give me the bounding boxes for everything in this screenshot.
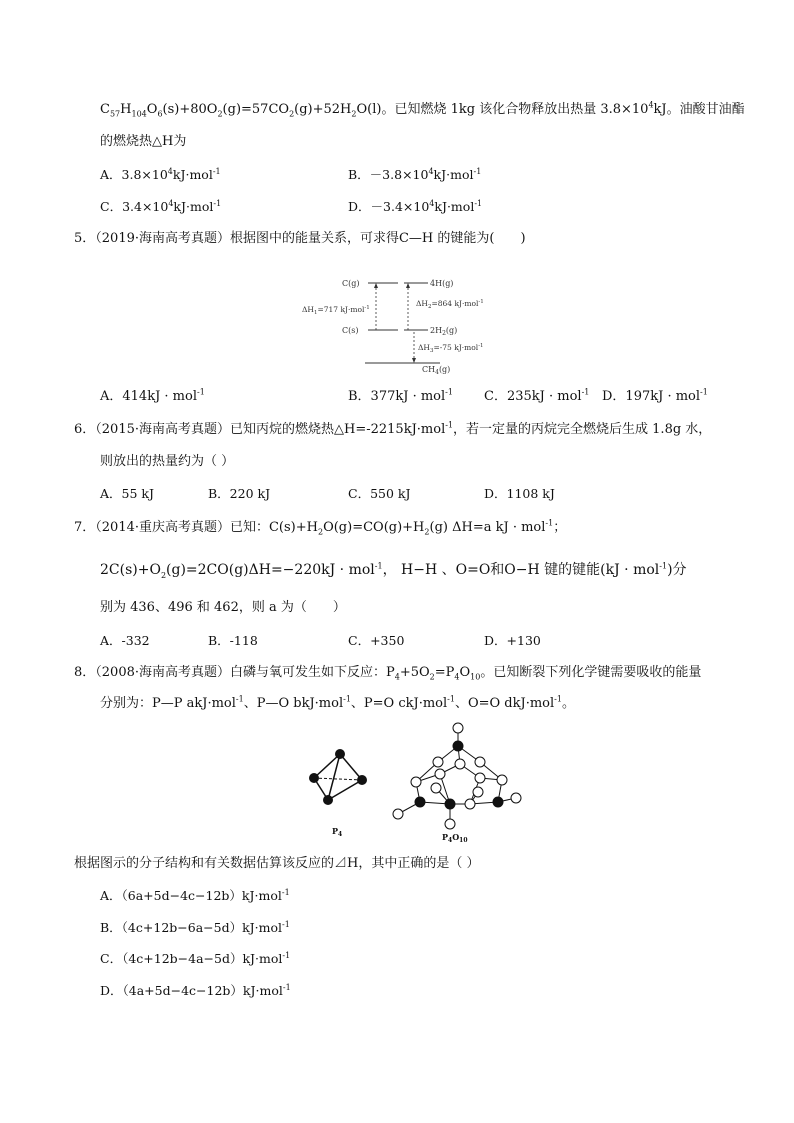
label-dh3: $\Delta H_3=-75$ kJ·mol$^{-1}$ [418, 343, 484, 354]
q8-option-a[interactable]: A．（6a+5d−4c−12b）kJ·mol$^{-1}$ [100, 887, 290, 903]
label-p4: $P_4$ [332, 826, 343, 838]
q5-option-b[interactable]: B．377kJ · mol$^{-1}$ [348, 387, 453, 404]
q4-equation-line: $C_{57}H_{104}O_6(s)+80O_2(g)=57CO_2(g)+52H_2O(l)$。已知燃烧 1kg 该化合物释放出热量 $3.8\times 10^4kJ$。油酸甘油酯 [100, 100, 745, 119]
q8-stem: 8．（2008·海南高考真题）白磷与氧可发生如下反应：$P_4+5O_2=P_4O_{10}$。已知断裂下列化学键需要吸收的能量 [74, 665, 702, 682]
q8-option-b[interactable]: B．（4c+12b−6a−5d）kJ·mol$^{-1}$ [100, 919, 290, 935]
q7-option-a[interactable]: A．-332 [100, 633, 150, 648]
q7-option-b[interactable]: B．-118 [208, 633, 258, 648]
q5-option-c[interactable]: C．235kJ · mol$^{-1}$ [484, 387, 590, 404]
q8-stem-line2: 分别为：P—P akJ·mol$^{-1}$、P—O bkJ·mol$^{-1}$、P=O ckJ·mol$^{-1}$、O=O dkJ·mol$^{-1}$。 [100, 694, 575, 711]
q4-option-d[interactable]: D．$-3.4\times 10^4kJ\cdot mol^{-1}$ [348, 198, 483, 214]
q4-option-a[interactable]: A．$3.8\times 10^4kJ\cdot mol^{-1}$ [100, 166, 221, 182]
q4-stem-line2: 的燃烧热△H为 [100, 134, 187, 149]
q6-stem-line2: 则放出的热量约为（ ） [100, 454, 235, 469]
q8-option-c[interactable]: C．（4c+12b−4a−5d）kJ·mol$^{-1}$ [100, 950, 291, 966]
q8-stem-line3: 根据图示的分子结构和有关数据估算该反应的⊿H，其中正确的是（ ） [74, 856, 480, 871]
label-4h-gas: 4H(g) [430, 279, 454, 288]
q7-option-c[interactable]: C．+350 [348, 633, 405, 648]
q7-stem: 7．（2014·重庆高考真题）已知：$C(s)+H_2O(g)=CO(g)+H_2(g)$ ΔH=a kJ · mol$^{-1}$； [74, 518, 567, 537]
q5-option-a[interactable]: A．414kJ · mol$^{-1}$ [100, 387, 205, 404]
q4-option-c[interactable]: C．$3.4\times 10^4kJ\cdot mol^{-1}$ [100, 198, 222, 214]
q6-option-c[interactable]: C．550 kJ [348, 486, 411, 501]
q7-equation-2: $2C(s)+O_2(g)=2CO(g)\Delta H=-220kJ \cdot mol^{-1}$， H−H 、O=O和O−H 键的键能(kJ · mol$^{-1}$)分 [100, 561, 687, 580]
q6-option-b[interactable]: B．220 kJ [208, 486, 271, 501]
label-ch4-gas: $CH_4(g)$ [422, 365, 451, 374]
label-dh2: $\Delta H_2=864$ kJ·mol$^{-1}$ [416, 299, 484, 310]
q6-option-a[interactable]: A．55 kJ [100, 486, 154, 501]
q7-option-d[interactable]: D．+130 [484, 633, 541, 648]
q6-option-d[interactable]: D．1108 kJ [484, 486, 555, 501]
q5-stem: 5．（2019·海南高考真题）根据图中的能量关系，可求得C—H 的键能为( ) [74, 231, 526, 246]
q7-stem-line3: 别为 436、496 和 462，则 a 为（ ） [100, 600, 346, 615]
q5-option-d[interactable]: D．197kJ · mol$^{-1}$ [602, 387, 708, 404]
label-p4o10: $P_4O_{10}$ [442, 832, 468, 844]
q6-stem: 6．（2015·海南高考真题）已知丙烷的燃烧热△H=-2215kJ·mol$^{-1}$，若一定量的丙烷完全燃烧后生成 1.8g 水， [74, 420, 712, 437]
label-c-solid: C(s) [342, 326, 359, 335]
label-dh1: $\Delta H_1=717$ kJ·mol$^{-1}$ [302, 305, 370, 316]
q4-option-b[interactable]: B．$-3.8\times 10^4kJ\cdot mol^{-1}$ [348, 166, 482, 182]
molecule-structures-figure [290, 718, 530, 844]
p4o10-molecule [393, 723, 521, 829]
q8-option-d[interactable]: D．（4a+5d−4c−12b）kJ·mol$^{-1}$ [100, 982, 291, 998]
label-2h2-gas: $2H_2(g)$ [430, 326, 458, 337]
energy-level-diagram [280, 268, 520, 374]
p4-molecule [309, 749, 367, 805]
label-c-gas: C(g) [342, 279, 360, 288]
